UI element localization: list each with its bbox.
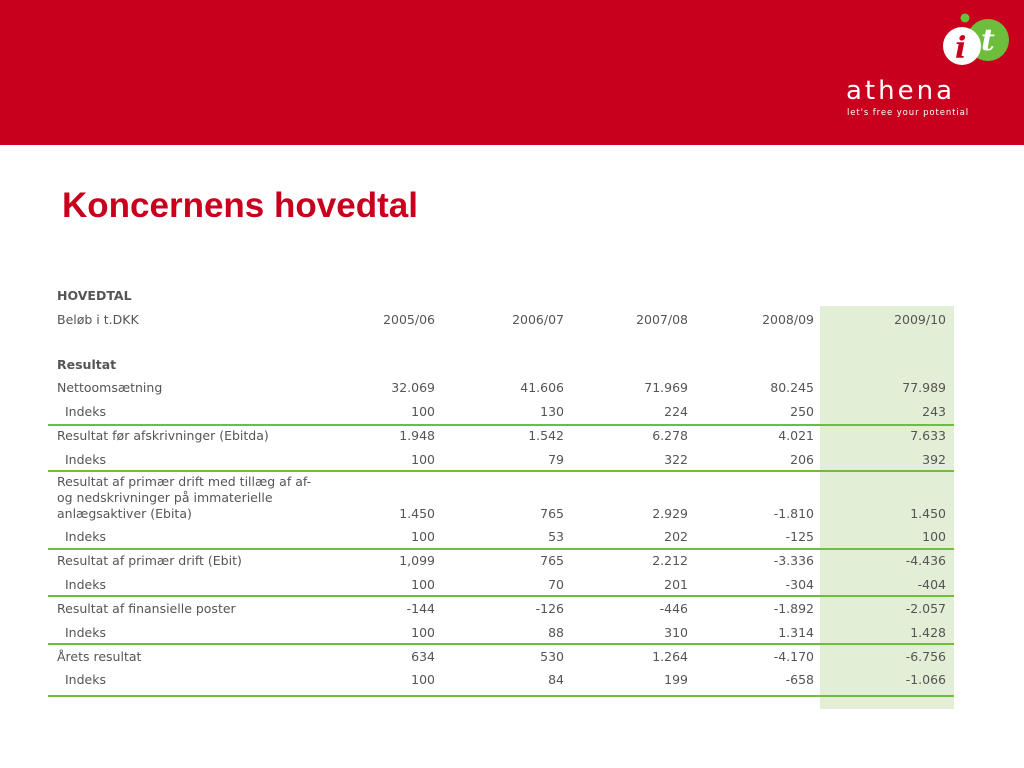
table-cell: 310 bbox=[664, 625, 688, 640]
index-label: Indeks bbox=[65, 404, 106, 419]
table-cell: 88 bbox=[548, 625, 564, 640]
row-divider bbox=[48, 595, 954, 597]
table-cell: 80.245 bbox=[770, 380, 814, 395]
table-cell: 392 bbox=[922, 452, 946, 467]
table-cell: 765 bbox=[540, 506, 564, 521]
table-cell: -1.810 bbox=[773, 506, 814, 521]
table-cell: 250 bbox=[790, 404, 814, 419]
table-cell: 100 bbox=[411, 404, 435, 419]
table-cell: 634 bbox=[411, 649, 435, 664]
year-header: 2008/09 bbox=[762, 312, 814, 327]
row-label: Årets resultat bbox=[57, 649, 142, 664]
table-cell: 79 bbox=[548, 452, 564, 467]
index-label: Indeks bbox=[65, 672, 106, 687]
index-label: Indeks bbox=[65, 625, 106, 640]
table-cell: 243 bbox=[922, 404, 946, 419]
table-cell: 100 bbox=[411, 529, 435, 544]
table-cell: 1.450 bbox=[910, 506, 946, 521]
table-cell: 206 bbox=[790, 452, 814, 467]
table-cell: 32.069 bbox=[391, 380, 435, 395]
index-label: Indeks bbox=[65, 529, 106, 544]
row-divider bbox=[48, 470, 954, 472]
table-cell: 84 bbox=[548, 672, 564, 687]
table-cell: 1.450 bbox=[399, 506, 435, 521]
table-cell: 100 bbox=[411, 577, 435, 592]
table-cell: 530 bbox=[540, 649, 564, 664]
table-cell: 71.969 bbox=[644, 380, 688, 395]
table-cell: 6.278 bbox=[652, 428, 688, 443]
table-cell: 100 bbox=[411, 625, 435, 640]
table-cell: 1,099 bbox=[399, 553, 435, 568]
table-cell: 2.929 bbox=[652, 506, 688, 521]
table-cell: 77.989 bbox=[902, 380, 946, 395]
table-cell: 130 bbox=[540, 404, 564, 419]
row-label: Resultat før afskrivninger (Ebitda) bbox=[57, 428, 269, 443]
table-cell: -126 bbox=[535, 601, 564, 616]
row-label: Resultat af primær drift (Ebit) bbox=[57, 553, 242, 568]
table-cell: -144 bbox=[406, 601, 435, 616]
table-cell: 4.021 bbox=[778, 428, 814, 443]
table-cell: 100 bbox=[411, 672, 435, 687]
table-cell: 7.633 bbox=[910, 428, 946, 443]
index-label: Indeks bbox=[65, 577, 106, 592]
table-cell: -658 bbox=[785, 672, 814, 687]
table-cell: 100 bbox=[411, 452, 435, 467]
table-cell: 322 bbox=[664, 452, 688, 467]
table-cell: 2.212 bbox=[652, 553, 688, 568]
table-cell: -1.066 bbox=[905, 672, 946, 687]
row-label: Resultat af primær drift med tillæg af af- og nedskrivninger på immaterielle anlægsaktiver (Ebita) bbox=[57, 474, 312, 521]
year-header: 2006/07 bbox=[512, 312, 564, 327]
table-cell: 1.314 bbox=[778, 625, 814, 640]
table-cell: -4.436 bbox=[905, 553, 946, 568]
table-cell: -4.170 bbox=[773, 649, 814, 664]
table-cell: 53 bbox=[548, 529, 564, 544]
row-label: Resultat af finansielle poster bbox=[57, 601, 236, 616]
brand-wordmark: athena bbox=[846, 76, 956, 106]
brand-tagline: let's free your potential bbox=[847, 108, 969, 118]
table-cell: -304 bbox=[785, 577, 814, 592]
year-header: 2005/06 bbox=[383, 312, 435, 327]
table-cell: 1.428 bbox=[910, 625, 946, 640]
index-label: Indeks bbox=[65, 452, 106, 467]
year-header: 2009/10 bbox=[894, 312, 946, 327]
page-title: Koncernens hovedtal bbox=[62, 186, 418, 225]
row-label: Nettoomsætning bbox=[57, 380, 163, 395]
table-cell: 224 bbox=[664, 404, 688, 419]
table-cell: 1.948 bbox=[399, 428, 435, 443]
table-cell: 201 bbox=[664, 577, 688, 592]
row-divider bbox=[48, 695, 954, 697]
group-title: Resultat bbox=[57, 357, 117, 372]
table-cell: 1.264 bbox=[652, 649, 688, 664]
year-header: 2007/08 bbox=[636, 312, 688, 327]
table-cell: 41.606 bbox=[520, 380, 564, 395]
table-cell: -125 bbox=[785, 529, 814, 544]
table-cell: -446 bbox=[659, 601, 688, 616]
row-divider bbox=[48, 424, 954, 426]
table-cell: 765 bbox=[540, 553, 564, 568]
table-cell: 1.542 bbox=[528, 428, 564, 443]
svg-text:i: i bbox=[955, 31, 967, 66]
table-cell: -404 bbox=[917, 577, 946, 592]
row-divider bbox=[48, 643, 954, 645]
table-cell: -1.892 bbox=[773, 601, 814, 616]
table-cell: -3.336 bbox=[773, 553, 814, 568]
table-cell: -2.057 bbox=[905, 601, 946, 616]
table-cell: -6.756 bbox=[905, 649, 946, 664]
table-cell: 70 bbox=[548, 577, 564, 592]
svg-text:t: t bbox=[981, 23, 995, 58]
table-cell: 100 bbox=[922, 529, 946, 544]
table-cell: 202 bbox=[664, 529, 688, 544]
table-cell: 199 bbox=[664, 672, 688, 687]
section-title: HOVEDTAL bbox=[57, 288, 132, 303]
row-divider bbox=[48, 548, 954, 550]
unit-label: Beløb i t.DKK bbox=[57, 312, 139, 327]
